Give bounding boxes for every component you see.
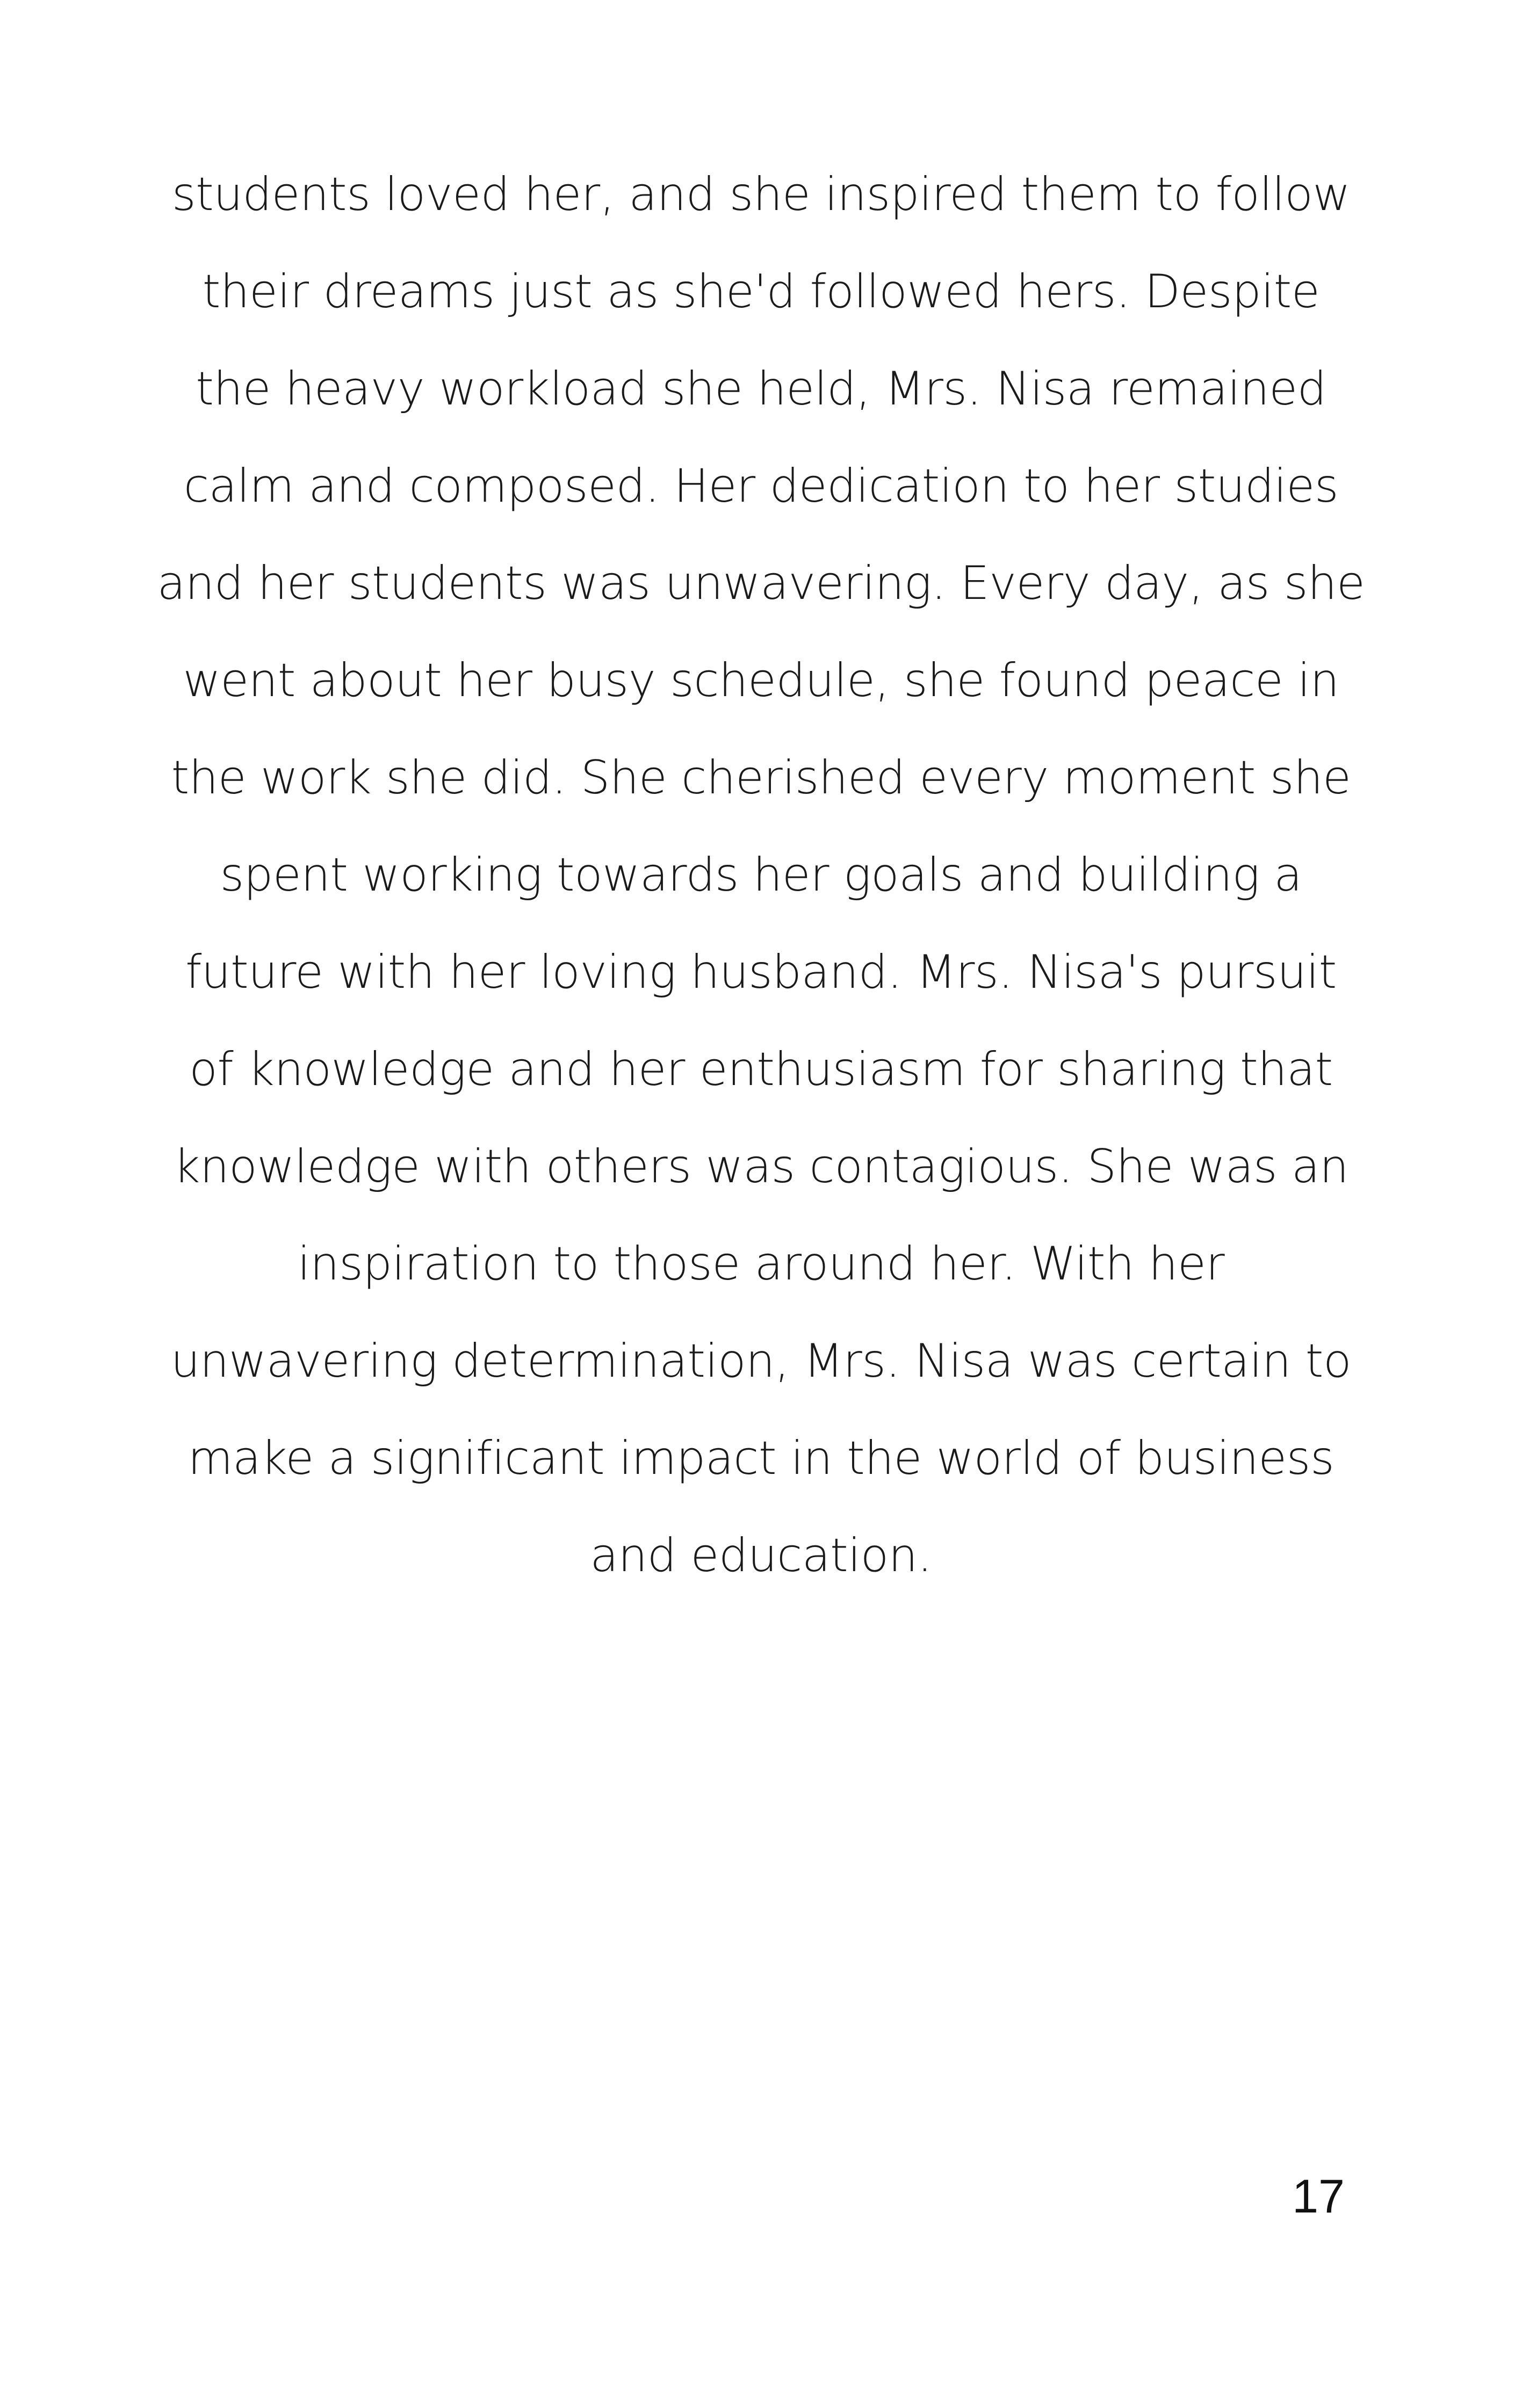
text-line: and her students was unwavering. Every day, as she bbox=[157, 556, 1365, 610]
text-line: their dreams just as she'd followed hers. Despite bbox=[202, 265, 1320, 319]
text-line: unwavering determination, Mrs. Nisa was certain to bbox=[170, 1334, 1352, 1388]
text-line: knowledge with others was contagious. She was an bbox=[173, 1140, 1349, 1194]
text-line: of knowledge and her enthusiasm for sharing that bbox=[189, 1043, 1333, 1096]
text-line: went about her busy schedule, she found peace in bbox=[183, 654, 1339, 707]
text-line: the heavy workload she held, Mrs. Nisa remained bbox=[196, 362, 1326, 416]
text-line: spent working towards her goals and building a bbox=[220, 848, 1302, 902]
body-paragraph bbox=[134, 146, 1388, 1604]
text-line: students loved her, and she inspired them to follow bbox=[171, 168, 1351, 221]
text-line: calm and composed. Her dedication to her studies bbox=[183, 459, 1339, 513]
text-line: and education. bbox=[590, 1529, 932, 1582]
text-line: inspiration to those around her. With her bbox=[297, 1237, 1225, 1291]
text-line: future with her loving husband. Mrs. Nisa's pursuit bbox=[185, 945, 1337, 999]
text-line: the work she did. She cherished every moment she bbox=[171, 751, 1351, 805]
text-line: make a significant impact in the world of business bbox=[187, 1431, 1335, 1485]
page-number: 17 bbox=[1292, 2170, 1345, 2223]
